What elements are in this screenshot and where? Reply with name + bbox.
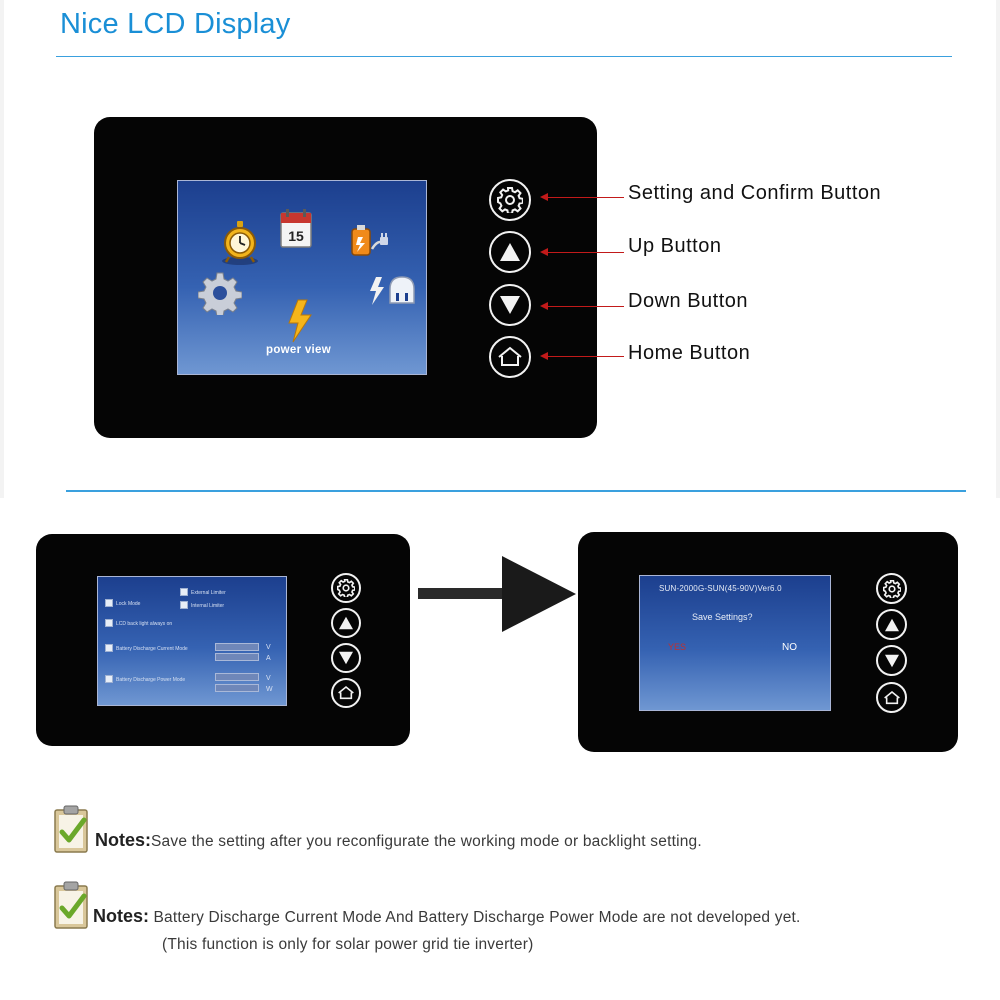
up-arrow-icon: [499, 242, 521, 262]
home-icon: [497, 345, 523, 369]
settings-screen: [97, 576, 287, 706]
up-arrow-icon: [338, 616, 354, 630]
grid-plug-icon[interactable]: [368, 273, 416, 309]
checkbox-battery-current-mode[interactable]: [105, 644, 113, 652]
checkbox-internal-limiter[interactable]: [180, 601, 188, 609]
gear-icon: [497, 187, 523, 213]
down-button-small-right[interactable]: [876, 645, 907, 676]
up-arrow-icon: [884, 618, 900, 632]
settings-device-panel: [36, 534, 410, 746]
label-internal-limiter: Internal Limiter: [191, 603, 225, 609]
gear-icon: [337, 579, 355, 597]
note-2-text: Battery Discharge Current Mode And Battery Discharge Power Mode are not developed yet.: [149, 909, 801, 926]
note-2: [93, 906, 801, 927]
lightning-icon[interactable]: [286, 299, 314, 343]
callout-up: Up Button: [628, 235, 722, 257]
setting-confirm-button-small-right[interactable]: [876, 573, 907, 604]
field-battery-power-w[interactable]: [215, 684, 259, 692]
calendar-icon[interactable]: [278, 207, 314, 249]
no-option[interactable]: NO: [782, 642, 797, 653]
checkbox-battery-power-mode[interactable]: [105, 675, 113, 683]
label-lcd-backlight: LCD back light always on: [116, 621, 173, 627]
up-button[interactable]: [489, 231, 531, 273]
down-arrow-icon: [499, 295, 521, 315]
callout-down: Down Button: [628, 290, 749, 312]
save-settings-question: Save Settings?: [692, 612, 753, 622]
callout-home: Home Button: [628, 342, 751, 364]
confirm-screen: [639, 575, 831, 711]
unit-w: W: [266, 686, 273, 693]
home-icon: [883, 690, 901, 706]
home-button-small-left[interactable]: [331, 678, 361, 708]
clipboard-check-icon: [52, 880, 92, 932]
alarm-clock-icon[interactable]: [220, 219, 260, 265]
checkbox-external-limiter[interactable]: [180, 588, 188, 596]
callout-line-up: [546, 252, 624, 253]
callout-line-home: [546, 356, 624, 357]
setting-confirm-button-small-left[interactable]: [331, 573, 361, 603]
home-button-small-right[interactable]: [876, 682, 907, 713]
note-1-text: Save the setting after you reconfigurate the working mode or backlight setting.: [151, 833, 702, 850]
home-icon: [337, 685, 355, 701]
note-1-label: Notes:: [95, 830, 152, 850]
flow-arrow-icon: [418, 552, 578, 636]
label-battery-current-mode: Battery Discharge Current Mode: [116, 646, 188, 652]
callout-line-setting: [546, 197, 624, 198]
checkbox-lcd-backlight[interactable]: [105, 619, 113, 627]
gear-icon[interactable]: [198, 271, 242, 315]
lcd-screen: [177, 180, 427, 375]
up-button-small-right[interactable]: [876, 609, 907, 640]
section-divider: [66, 490, 966, 492]
yes-option[interactable]: YES: [668, 642, 687, 652]
unit-v-2: V: [266, 675, 271, 682]
unit-a: A: [266, 655, 271, 662]
down-arrow-icon: [884, 654, 900, 668]
label-external-limiter: External Limiter: [191, 590, 226, 596]
down-button[interactable]: [489, 284, 531, 326]
title-divider: [56, 56, 952, 57]
home-button[interactable]: [489, 336, 531, 378]
unit-v-1: V: [266, 644, 271, 651]
setting-confirm-button[interactable]: [489, 179, 531, 221]
note-1: [95, 830, 702, 851]
down-button-small-left[interactable]: [331, 643, 361, 673]
page-title: Nice LCD Display: [60, 8, 291, 40]
power-view-label: power view: [266, 344, 331, 356]
callout-line-down: [546, 306, 624, 307]
label-lock-mode: Lock Mode: [116, 601, 141, 607]
down-arrow-icon: [338, 651, 354, 665]
checkbox-lock-mode[interactable]: [105, 599, 113, 607]
gear-icon: [883, 580, 901, 598]
label-battery-power-mode: Battery Discharge Power Mode: [116, 677, 186, 683]
up-button-small-left[interactable]: [331, 608, 361, 638]
clipboard-check-icon: [52, 804, 92, 856]
confirm-device-panel: [578, 532, 958, 752]
field-battery-power-v[interactable]: [215, 673, 259, 681]
calendar-day: 15: [288, 228, 304, 244]
note-2-label: Notes:: [93, 906, 150, 926]
note-2-subtext: (This function is only for solar power grid tie inverter): [162, 936, 534, 953]
battery-charge-icon[interactable]: [348, 219, 392, 263]
model-version-label: SUN-2000G-SUN(45-90V)Ver6.0: [659, 584, 782, 593]
field-battery-current-a[interactable]: [215, 653, 259, 661]
callout-setting-confirm: Setting and Confirm Button: [628, 182, 882, 204]
field-battery-current-v[interactable]: [215, 643, 259, 651]
lcd-device-panel: [94, 117, 597, 438]
